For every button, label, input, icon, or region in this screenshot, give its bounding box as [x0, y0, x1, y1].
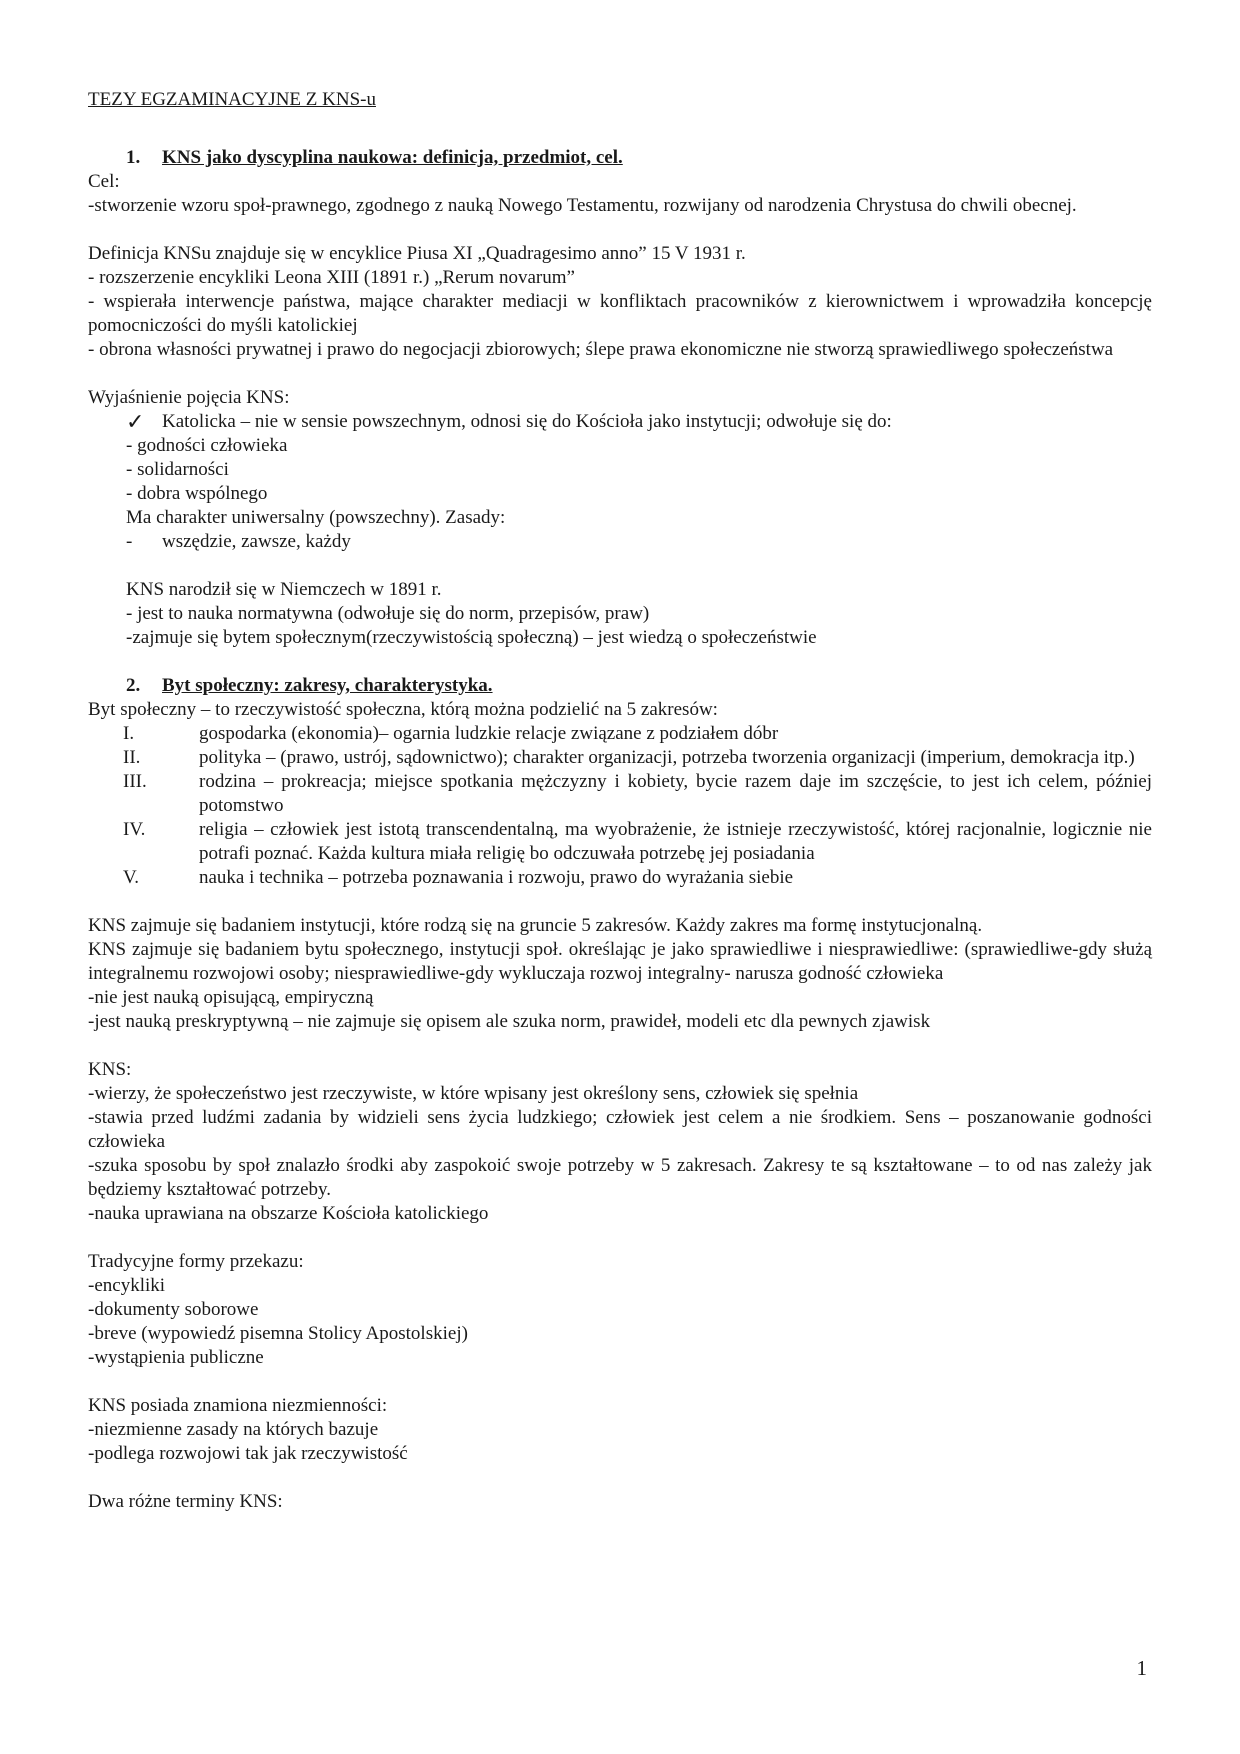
kns-line: -nauka uprawiana na obszarze Kościoła katolickiego — [88, 1203, 489, 1224]
list-item: - dobra wspólnego — [126, 483, 268, 504]
kns-label: KNS: — [88, 1059, 132, 1080]
forms-line: -dokumenty soborowe — [88, 1299, 259, 1320]
checkmark-icon: ✓ — [126, 409, 145, 434]
section-2-heading: 2. Byt społeczny: zakresy, charakterystyka. — [126, 675, 493, 696]
terms-label: Dwa różne terminy KNS: — [88, 1491, 283, 1512]
definition-line: - rozszerzenie encykliki Leona XIII (1891 r.) „Rerum novarum” — [88, 267, 575, 288]
immutability-label: KNS posiada znamiona niezmienności: — [88, 1395, 388, 1416]
institutions-line: KNS zajmuje się badaniem bytu społecznego, instytucji społ. określając je jako sprawiedliwe i niesprawiedliwe: (sprawiedliwe-gdy służą integralnemu rozwojowi osoby; niesprawiedliwe-gdy wykluczaja rozwoj integralny- narusza godność człowieka — [88, 939, 1152, 984]
kns-line: -stawia przed ludźmi zadania by widzieli sens życia ludzkiego; człowiek jest celem a nie środkiem. Sens – poszanowanie godności człowieka — [88, 1107, 1152, 1152]
cel-text: -stworzenie wzoru społ-prawnego, zgodnego z nauką Nowego Testamentu, rozwijany od narodzenia Chrystusa do chwili obecnej. — [88, 195, 1077, 216]
range-item: II. polityka – (prawo, ustrój, sądownictwo); charakter organizacji, potrzeba tworzenia organizacji (imperium, demokracja itp.) — [123, 747, 1135, 768]
section-2-intro: Byt społeczny – to rzeczywistość społeczna, którą można podzielić na 5 zakresów: — [88, 699, 718, 720]
range-item: V. nauka i technika – potrzeba poznawania i rozwoju, prawo do wyrażania siebie — [123, 867, 794, 888]
definition-line: - wspierała interwencje państwa, mające charakter mediacji w konfliktach pracowników z kierownictwem i wprowadziła koncepcję pomocniczości do myśli katolickiej — [88, 291, 1152, 336]
forms-line: -breve (wypowiedź pisemna Stolicy Apostolskiej) — [88, 1323, 468, 1344]
range-item: I. gospodarka (ekonomia)– ogarnia ludzkie relacje związane z podziałem dóbr — [123, 723, 779, 744]
page-number: 1 — [1136, 1656, 1147, 1680]
origin-line: -zajmuje się bytem społecznym(rzeczywistością społeczną) – jest wiedzą o społeczeństwie — [126, 627, 817, 648]
cel-label: Cel: — [88, 171, 120, 192]
range-item: III. rodzina – prokreacja; miejsce spotkania mężczyzny i kobiety, bycie razem daje im szczęście, to jest ich celem, później potomstwo — [123, 771, 1152, 816]
definition-line: - obrona własności prywatnej i prawo do negocjacji zbiorowych; ślepe prawa ekonomiczne nie stworzą sprawiedliwego społeczeństwa — [88, 339, 1114, 360]
document-title: TEZY EGZAMINACYJNE Z KNS-u — [88, 89, 376, 110]
immutability-line: -podlega rozwojowi tak jak rzeczywistość — [88, 1443, 408, 1464]
list-item: - solidarności — [126, 459, 229, 480]
institutions-line: -nie jest nauką opisującą, empiryczną — [88, 987, 374, 1008]
kns-line: -szuka sposobu by społ znalazło środki aby zaspokoić swoje potrzeby w 5 zakresach. Zakresy te są kształtowane – to od nas zależy jak będziemy kształtować potrzeby. — [88, 1155, 1152, 1200]
explanation-label: Wyjaśnienie pojęcia KNS: — [88, 387, 290, 408]
origin-line: - jest to nauka normatywna (odwołuje się do norm, przepisów, praw) — [126, 603, 650, 624]
forms-line: -encykliki — [88, 1275, 166, 1296]
check-list-item: ✓ Katolicka – nie w sensie powszechnym, odnosi się do Kościoła jako instytucji; odwołuje się do: — [126, 409, 892, 434]
universal-text: Ma charakter uniwersalny (powszechny). Zasady: — [126, 507, 506, 528]
range-item: IV. religia – człowiek jest istotą transcendentalną, ma wyobrażenie, że istnieje rzeczywistość, której racjonalnie, logicznie nie potrafi poznać. Każda kultura miała religię bo odczuwała potrzebę jej posiadania — [123, 819, 1152, 864]
institutions-line: -jest nauką preskryptywną – nie zajmuje się opisem ale szuka norm, prawideł, modeli etc dla pewnych zjawisk — [88, 1011, 931, 1032]
kns-line: -wierzy, że społeczeństwo jest rzeczywiste, w które wpisany jest określony sens, człowiek się spełnia — [88, 1083, 859, 1104]
definition-line: Definicja KNSu znajduje się w encyklice Piusa XI „Quadragesimo anno” 15 V 1931 r. — [88, 243, 746, 264]
origin-line: KNS narodził się w Niemczech w 1891 r. — [126, 579, 442, 600]
list-item: - godności człowieka — [126, 435, 288, 456]
immutability-line: -niezmienne zasady na których bazuje — [88, 1419, 379, 1440]
forms-label: Tradycyjne formy przekazu: — [88, 1251, 304, 1272]
principles-item: - wszędzie, zawsze, każdy — [126, 531, 351, 552]
institutions-line: KNS zajmuje się badaniem instytucji, które rodzą się na gruncie 5 zakresów. Każdy zakres ma formę instytucjonalną. — [88, 915, 983, 936]
forms-line: -wystąpienia publiczne — [88, 1347, 264, 1368]
section-1-heading: 1. KNS jako dyscyplina naukowa: definicja, przedmiot, cel. — [126, 147, 623, 168]
document-body — [88, 88, 1152, 1514]
